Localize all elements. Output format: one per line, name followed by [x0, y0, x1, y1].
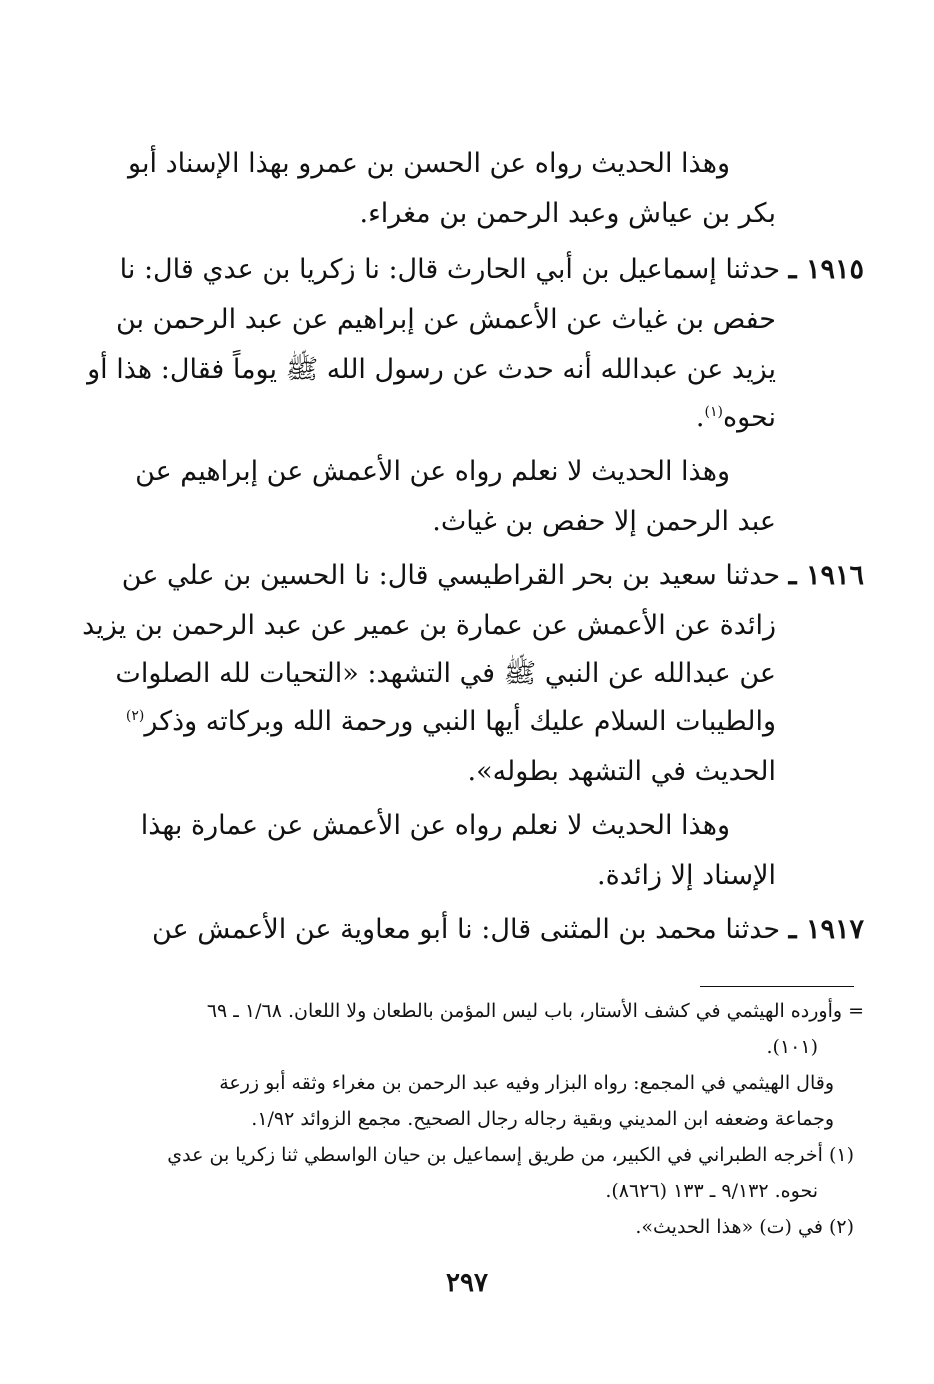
body-line: الإسناد إلا زائدة.	[597, 860, 776, 891]
footnote-line: نحوه. ٩/١٣٢ ـ ١٣٣ (٨٦٢٦).	[605, 1180, 818, 1202]
hadith-1917-first-line	[152, 914, 864, 946]
body-line: بكر بن عياش وعبد الرحمن بن مغراء.	[359, 198, 776, 229]
footnote-2: (٢) في (ت) «هذا الحديث».	[635, 1216, 854, 1238]
body-line: وهذا الحديث لا نعلم رواه عن الأعمش عن إبراهيم عن	[135, 456, 730, 487]
hadith-number: ١٩١٧ ـ	[788, 914, 864, 945]
footnote-1: (١) أخرجه الطبراني في الكبير، من طريق إسماعيل بن حيان الواسطي ثنا زكريا بن عدي	[167, 1144, 854, 1166]
body-line: وهذا الحديث لا نعلم رواه عن الأعمش عن عمارة بهذا	[140, 810, 730, 841]
body-line: حدثنا سعيد بن بحر القراطيسي قال: نا الحسين بن علي عن	[121, 560, 781, 591]
body-line-with-footnote	[158, 402, 776, 434]
body-text: والطيبات السلام عليك أيها النبي ورحمة الله وبركاته وذكر	[144, 706, 776, 737]
body-line-with-footnote	[125, 706, 776, 738]
footnote-ref-1: (١)	[704, 404, 723, 420]
hadith-1916-first-line	[121, 560, 864, 592]
footnote-line: وجماعة وضعفه ابن المديني وبقية رجاله رجال الصحيح. مجمع الزوائد ١/٩٢.	[251, 1108, 834, 1130]
body-line: زائدة عن الأعمش عن عمارة بن عمير عن عبد الرحمن بن يزيد	[82, 610, 776, 641]
footnote-line: (١٠١).	[766, 1036, 818, 1058]
footnote-line: وقال الهيثمي في المجمع: رواه البزار وفيه عبد الرحمن بن مغراء وثقه أبو زرعة	[219, 1072, 834, 1094]
footnote-line: = وأورده الهيثمي في كشف الأستار، باب ليس المؤمن بالطعان ولا اللعان. ١/٦٨ ـ ٦٩	[206, 1000, 864, 1022]
body-line: وهذا الحديث رواه عن الحسن بن عمرو بهذا الإسناد أبو	[128, 148, 730, 179]
hadith-number: ١٩١٦ ـ	[788, 560, 864, 591]
body-line: حدثنا إسماعيل بن أبي الحارث قال: نا زكريا بن عدي قال: نا	[119, 254, 781, 285]
body-line: الحديث في التشهد بطوله».	[467, 756, 776, 787]
body-line: حفص بن غياث عن الأعمش عن إبراهيم عن عبد الرحمن بن	[115, 304, 776, 335]
period: .	[695, 402, 705, 433]
body-line: عبد الرحمن إلا حفص بن غياث.	[432, 506, 776, 537]
hadith-1915-first-line	[119, 254, 864, 286]
body-line: عن عبدالله عن النبي ﷺ في التشهد: «التحيات لله الصلوات	[115, 658, 776, 689]
hadith-number: ١٩١٥ ـ	[788, 254, 864, 285]
footnote-ref-2: (٢)	[125, 708, 145, 724]
body-line: يزيد عن عبدالله أنه حدث عن رسول الله ﷺ يوماً فقال: هذا أو	[87, 354, 776, 385]
body-text: نحوه	[722, 402, 776, 433]
body-line: حدثنا محمد بن المثنى قال: نا أبو معاوية عن الأعمش عن	[151, 914, 781, 945]
page-number: ٢٩٧	[446, 1268, 488, 1298]
footnote-separator	[700, 986, 854, 987]
